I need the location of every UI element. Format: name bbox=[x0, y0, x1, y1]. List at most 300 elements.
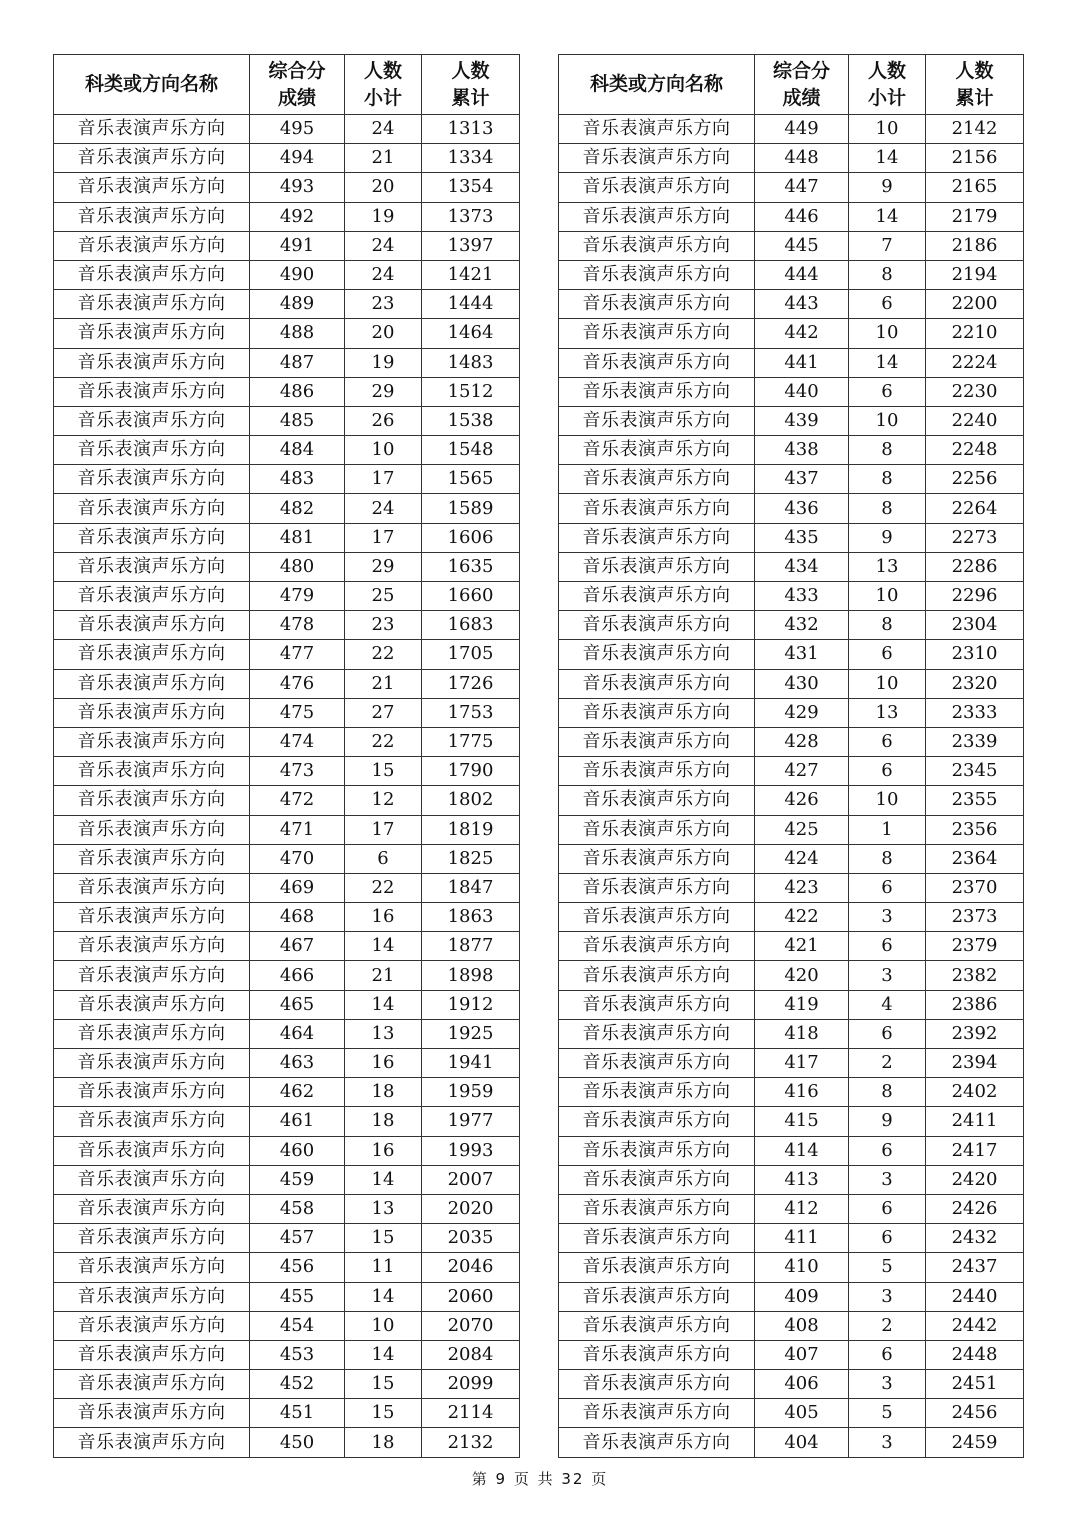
cell-cumulative: 1354 bbox=[422, 173, 520, 202]
score-table-left bbox=[53, 54, 520, 1458]
cell-count: 12 bbox=[345, 786, 422, 815]
cell-score: 481 bbox=[250, 523, 345, 552]
cell-name: 音乐表演声乐方向 bbox=[559, 873, 755, 902]
table-row bbox=[54, 319, 520, 348]
cell-score: 447 bbox=[755, 173, 849, 202]
cell-cumulative: 2333 bbox=[926, 698, 1024, 727]
table-row bbox=[559, 669, 1024, 698]
cell-cumulative: 1589 bbox=[422, 494, 520, 523]
cell-score: 425 bbox=[755, 815, 849, 844]
table-row bbox=[559, 815, 1024, 844]
table-row bbox=[54, 348, 520, 377]
cell-score: 441 bbox=[755, 348, 849, 377]
cell-score: 413 bbox=[755, 1165, 849, 1194]
cell-count: 20 bbox=[345, 319, 422, 348]
cell-cumulative: 2084 bbox=[422, 1340, 520, 1369]
cell-count: 13 bbox=[849, 698, 926, 727]
header-cum-line1: 人数 bbox=[955, 59, 994, 82]
table-row bbox=[559, 523, 1024, 552]
cell-cumulative: 2304 bbox=[926, 611, 1024, 640]
cell-count: 14 bbox=[345, 990, 422, 1019]
cell-cumulative: 2370 bbox=[926, 873, 1024, 902]
cell-name: 音乐表演声乐方向 bbox=[559, 1049, 755, 1078]
table-row bbox=[559, 611, 1024, 640]
table-row bbox=[54, 903, 520, 932]
cell-score: 440 bbox=[755, 377, 849, 406]
cell-name: 音乐表演声乐方向 bbox=[559, 465, 755, 494]
table-row bbox=[54, 290, 520, 319]
cell-name: 音乐表演声乐方向 bbox=[54, 523, 250, 552]
cell-count: 24 bbox=[345, 231, 422, 260]
cell-cumulative: 1941 bbox=[422, 1049, 520, 1078]
table-row bbox=[54, 1253, 520, 1282]
header-count-line2: 小计 bbox=[867, 86, 906, 109]
cell-score: 449 bbox=[755, 115, 849, 144]
cell-name: 音乐表演声乐方向 bbox=[559, 1428, 755, 1457]
header-cum-line2: 累计 bbox=[451, 86, 490, 109]
header-count-line1: 人数 bbox=[363, 59, 402, 82]
cell-count: 10 bbox=[849, 319, 926, 348]
cell-score: 461 bbox=[250, 1107, 345, 1136]
cell-name: 音乐表演声乐方向 bbox=[54, 961, 250, 990]
cell-score: 479 bbox=[250, 582, 345, 611]
cell-count: 14 bbox=[849, 348, 926, 377]
cell-name: 音乐表演声乐方向 bbox=[559, 990, 755, 1019]
cell-count: 10 bbox=[849, 582, 926, 611]
cell-score: 417 bbox=[755, 1049, 849, 1078]
table-row bbox=[559, 348, 1024, 377]
cell-count: 19 bbox=[345, 348, 422, 377]
cell-name: 音乐表演声乐方向 bbox=[559, 144, 755, 173]
cell-score: 444 bbox=[755, 260, 849, 289]
cell-score: 462 bbox=[250, 1078, 345, 1107]
table-row bbox=[559, 260, 1024, 289]
cell-score: 438 bbox=[755, 436, 849, 465]
cell-count: 10 bbox=[849, 406, 926, 435]
table-row bbox=[54, 1282, 520, 1311]
cell-cumulative: 2373 bbox=[926, 903, 1024, 932]
header-score-line2: 成绩 bbox=[277, 86, 316, 109]
cell-name: 音乐表演声乐方向 bbox=[559, 844, 755, 873]
cell-score: 455 bbox=[250, 1282, 345, 1311]
cell-cumulative: 1421 bbox=[422, 260, 520, 289]
table-row bbox=[559, 494, 1024, 523]
cell-score: 418 bbox=[755, 1019, 849, 1048]
cell-cumulative: 1802 bbox=[422, 786, 520, 815]
cell-count: 22 bbox=[345, 873, 422, 902]
cell-cumulative: 1464 bbox=[422, 319, 520, 348]
cell-count: 27 bbox=[345, 698, 422, 727]
cell-score: 495 bbox=[250, 115, 345, 144]
cell-cumulative: 2224 bbox=[926, 348, 1024, 377]
cell-cumulative: 1635 bbox=[422, 552, 520, 581]
cell-cumulative: 1753 bbox=[422, 698, 520, 727]
cell-count: 21 bbox=[345, 669, 422, 698]
cell-name: 音乐表演声乐方向 bbox=[54, 669, 250, 698]
cell-cumulative: 2200 bbox=[926, 290, 1024, 319]
cell-score: 451 bbox=[250, 1399, 345, 1428]
cell-name: 音乐表演声乐方向 bbox=[559, 1340, 755, 1369]
cell-name: 音乐表演声乐方向 bbox=[559, 1019, 755, 1048]
cell-name: 音乐表演声乐方向 bbox=[54, 260, 250, 289]
cell-score: 492 bbox=[250, 202, 345, 231]
cell-cumulative: 2442 bbox=[926, 1311, 1024, 1340]
cell-count: 3 bbox=[849, 903, 926, 932]
cell-name: 音乐表演声乐方向 bbox=[54, 1428, 250, 1457]
cell-name: 音乐表演声乐方向 bbox=[54, 844, 250, 873]
score-table-left-body bbox=[54, 115, 520, 1458]
cell-score: 464 bbox=[250, 1019, 345, 1048]
cell-cumulative: 2394 bbox=[926, 1049, 1024, 1078]
cell-name: 音乐表演声乐方向 bbox=[559, 494, 755, 523]
table-row bbox=[559, 1165, 1024, 1194]
cell-count: 17 bbox=[345, 815, 422, 844]
cell-cumulative: 2426 bbox=[926, 1194, 1024, 1223]
cell-count: 6 bbox=[849, 640, 926, 669]
cell-score: 486 bbox=[250, 377, 345, 406]
table-row bbox=[54, 990, 520, 1019]
cell-cumulative: 2114 bbox=[422, 1399, 520, 1428]
cell-cumulative: 2142 bbox=[926, 115, 1024, 144]
cell-cumulative: 2046 bbox=[422, 1253, 520, 1282]
cell-name: 音乐表演声乐方向 bbox=[559, 1224, 755, 1253]
cell-score: 416 bbox=[755, 1078, 849, 1107]
cell-cumulative: 2459 bbox=[926, 1428, 1024, 1457]
cell-score: 494 bbox=[250, 144, 345, 173]
cell-cumulative: 1313 bbox=[422, 115, 520, 144]
cell-name: 音乐表演声乐方向 bbox=[559, 903, 755, 932]
cell-cumulative: 2156 bbox=[926, 144, 1024, 173]
table-row bbox=[54, 1340, 520, 1369]
cell-count: 6 bbox=[849, 932, 926, 961]
cell-cumulative: 2070 bbox=[422, 1311, 520, 1340]
cell-cumulative: 2165 bbox=[926, 173, 1024, 202]
header-name-text: 科类或方向名称 bbox=[589, 73, 723, 95]
table-row bbox=[559, 115, 1024, 144]
cell-name: 音乐表演声乐方向 bbox=[54, 1136, 250, 1165]
cell-cumulative: 1775 bbox=[422, 727, 520, 756]
cell-cumulative: 1912 bbox=[422, 990, 520, 1019]
cell-count: 11 bbox=[345, 1253, 422, 1282]
cell-count: 2 bbox=[849, 1311, 926, 1340]
cell-count: 14 bbox=[849, 202, 926, 231]
cell-name: 音乐表演声乐方向 bbox=[559, 290, 755, 319]
cell-count: 7 bbox=[849, 231, 926, 260]
cell-count: 3 bbox=[849, 961, 926, 990]
cell-cumulative: 2392 bbox=[926, 1019, 1024, 1048]
cell-count: 6 bbox=[849, 377, 926, 406]
cell-name: 音乐表演声乐方向 bbox=[559, 260, 755, 289]
cell-score: 409 bbox=[755, 1282, 849, 1311]
cell-cumulative: 2451 bbox=[926, 1370, 1024, 1399]
cell-score: 478 bbox=[250, 611, 345, 640]
cell-score: 435 bbox=[755, 523, 849, 552]
table-row bbox=[559, 1370, 1024, 1399]
cell-score: 429 bbox=[755, 698, 849, 727]
cell-name: 音乐表演声乐方向 bbox=[559, 1370, 755, 1399]
table-row bbox=[54, 1194, 520, 1223]
cell-cumulative: 2007 bbox=[422, 1165, 520, 1194]
cell-cumulative: 2339 bbox=[926, 727, 1024, 756]
cell-score: 459 bbox=[250, 1165, 345, 1194]
cell-count: 13 bbox=[345, 1194, 422, 1223]
cell-score: 415 bbox=[755, 1107, 849, 1136]
cell-name: 音乐表演声乐方向 bbox=[559, 961, 755, 990]
cell-score: 469 bbox=[250, 873, 345, 902]
table-row bbox=[559, 1224, 1024, 1253]
cell-score: 465 bbox=[250, 990, 345, 1019]
cell-cumulative: 1548 bbox=[422, 436, 520, 465]
cell-cumulative: 2417 bbox=[926, 1136, 1024, 1165]
cell-cumulative: 1847 bbox=[422, 873, 520, 902]
table-row bbox=[54, 669, 520, 698]
cell-name: 音乐表演声乐方向 bbox=[54, 436, 250, 465]
table-row bbox=[54, 231, 520, 260]
table-row bbox=[559, 173, 1024, 202]
cell-count: 6 bbox=[849, 757, 926, 786]
cell-name: 音乐表演声乐方向 bbox=[54, 202, 250, 231]
cell-count: 6 bbox=[849, 727, 926, 756]
cell-count: 15 bbox=[345, 1399, 422, 1428]
header-score bbox=[755, 55, 849, 115]
table-row bbox=[54, 1428, 520, 1457]
cell-count: 6 bbox=[849, 873, 926, 902]
header-cum-line2: 累计 bbox=[955, 86, 994, 109]
table-row bbox=[559, 727, 1024, 756]
cell-name: 音乐表演声乐方向 bbox=[54, 377, 250, 406]
table-row bbox=[54, 1399, 520, 1428]
cell-count: 6 bbox=[849, 1340, 926, 1369]
cell-score: 430 bbox=[755, 669, 849, 698]
table-row bbox=[54, 1107, 520, 1136]
table-row bbox=[54, 494, 520, 523]
cell-count: 23 bbox=[345, 611, 422, 640]
table-row bbox=[559, 377, 1024, 406]
table-row bbox=[559, 436, 1024, 465]
cell-count: 22 bbox=[345, 727, 422, 756]
cell-cumulative: 2310 bbox=[926, 640, 1024, 669]
cell-cumulative: 1726 bbox=[422, 669, 520, 698]
cell-score: 482 bbox=[250, 494, 345, 523]
table-row bbox=[54, 465, 520, 494]
header-score-line2: 成绩 bbox=[782, 86, 821, 109]
table-row bbox=[54, 611, 520, 640]
table-row bbox=[54, 786, 520, 815]
cell-name: 音乐表演声乐方向 bbox=[559, 1165, 755, 1194]
cell-name: 音乐表演声乐方向 bbox=[54, 990, 250, 1019]
cell-name: 音乐表演声乐方向 bbox=[54, 727, 250, 756]
cell-name: 音乐表演声乐方向 bbox=[559, 202, 755, 231]
cell-score: 470 bbox=[250, 844, 345, 873]
cell-score: 411 bbox=[755, 1224, 849, 1253]
cell-cumulative: 2432 bbox=[926, 1224, 1024, 1253]
cell-score: 428 bbox=[755, 727, 849, 756]
cell-count: 8 bbox=[849, 465, 926, 494]
cell-score: 487 bbox=[250, 348, 345, 377]
cell-count: 14 bbox=[345, 1282, 422, 1311]
cell-score: 491 bbox=[250, 231, 345, 260]
cell-score: 434 bbox=[755, 552, 849, 581]
table-row bbox=[559, 786, 1024, 815]
table-row bbox=[54, 260, 520, 289]
cell-name: 音乐表演声乐方向 bbox=[54, 465, 250, 494]
cell-cumulative: 1898 bbox=[422, 961, 520, 990]
cell-cumulative: 2345 bbox=[926, 757, 1024, 786]
cell-score: 439 bbox=[755, 406, 849, 435]
cell-cumulative: 2035 bbox=[422, 1224, 520, 1253]
cell-name: 音乐表演声乐方向 bbox=[559, 1136, 755, 1165]
cell-score: 466 bbox=[250, 961, 345, 990]
cell-score: 475 bbox=[250, 698, 345, 727]
header-count-line2: 小计 bbox=[363, 86, 402, 109]
cell-cumulative: 2379 bbox=[926, 932, 1024, 961]
table-row bbox=[559, 990, 1024, 1019]
cell-score: 489 bbox=[250, 290, 345, 319]
cell-count: 10 bbox=[849, 786, 926, 815]
cell-cumulative: 1790 bbox=[422, 757, 520, 786]
table-row bbox=[559, 757, 1024, 786]
cell-name: 音乐表演声乐方向 bbox=[559, 1078, 755, 1107]
table-row bbox=[559, 961, 1024, 990]
table-row bbox=[559, 231, 1024, 260]
table-row bbox=[559, 1282, 1024, 1311]
cell-score: 437 bbox=[755, 465, 849, 494]
cell-score: 456 bbox=[250, 1253, 345, 1282]
table-row bbox=[54, 698, 520, 727]
cell-count: 5 bbox=[849, 1399, 926, 1428]
header-name bbox=[559, 55, 755, 115]
cell-count: 29 bbox=[345, 377, 422, 406]
cell-cumulative: 1512 bbox=[422, 377, 520, 406]
cell-name: 音乐表演声乐方向 bbox=[54, 1370, 250, 1399]
cell-cumulative: 1993 bbox=[422, 1136, 520, 1165]
cell-score: 445 bbox=[755, 231, 849, 260]
cell-count: 3 bbox=[849, 1282, 926, 1311]
cell-score: 457 bbox=[250, 1224, 345, 1253]
cell-cumulative: 1373 bbox=[422, 202, 520, 231]
cell-name: 音乐表演声乐方向 bbox=[54, 611, 250, 640]
cell-count: 16 bbox=[345, 1049, 422, 1078]
table-row bbox=[559, 406, 1024, 435]
cell-count: 17 bbox=[345, 465, 422, 494]
cell-cumulative: 1538 bbox=[422, 406, 520, 435]
cell-count: 22 bbox=[345, 640, 422, 669]
cell-score: 442 bbox=[755, 319, 849, 348]
cell-count: 16 bbox=[345, 903, 422, 932]
cell-count: 24 bbox=[345, 494, 422, 523]
cell-name: 音乐表演声乐方向 bbox=[559, 552, 755, 581]
table-row bbox=[559, 582, 1024, 611]
cell-count: 15 bbox=[345, 1370, 422, 1399]
cell-name: 音乐表演声乐方向 bbox=[54, 1078, 250, 1107]
cell-score: 477 bbox=[250, 640, 345, 669]
cell-count: 18 bbox=[345, 1428, 422, 1457]
cell-count: 14 bbox=[849, 144, 926, 173]
cell-name: 音乐表演声乐方向 bbox=[559, 932, 755, 961]
cell-name: 音乐表演声乐方向 bbox=[54, 173, 250, 202]
cell-count: 21 bbox=[345, 961, 422, 990]
cell-count: 10 bbox=[345, 1311, 422, 1340]
cell-count: 10 bbox=[345, 436, 422, 465]
cell-score: 412 bbox=[755, 1194, 849, 1223]
cell-name: 音乐表演声乐方向 bbox=[54, 1107, 250, 1136]
cell-cumulative: 2264 bbox=[926, 494, 1024, 523]
table-row bbox=[54, 436, 520, 465]
table-row bbox=[54, 932, 520, 961]
cell-score: 436 bbox=[755, 494, 849, 523]
cell-name: 音乐表演声乐方向 bbox=[559, 1399, 755, 1428]
cell-cumulative: 2099 bbox=[422, 1370, 520, 1399]
cell-count: 20 bbox=[345, 173, 422, 202]
cell-name: 音乐表演声乐方向 bbox=[54, 1049, 250, 1078]
cell-name: 音乐表演声乐方向 bbox=[54, 757, 250, 786]
cell-cumulative: 1705 bbox=[422, 640, 520, 669]
cell-name: 音乐表演声乐方向 bbox=[559, 231, 755, 260]
cell-cumulative: 1444 bbox=[422, 290, 520, 319]
cell-count: 8 bbox=[849, 611, 926, 640]
cell-name: 音乐表演声乐方向 bbox=[559, 1194, 755, 1223]
cell-name: 音乐表演声乐方向 bbox=[54, 903, 250, 932]
cell-count: 3 bbox=[849, 1165, 926, 1194]
table-row bbox=[54, 1370, 520, 1399]
header-score-line1: 综合分 bbox=[268, 59, 326, 82]
cell-score: 485 bbox=[250, 406, 345, 435]
cell-name: 音乐表演声乐方向 bbox=[559, 698, 755, 727]
cell-name: 音乐表演声乐方向 bbox=[54, 231, 250, 260]
cell-name: 音乐表演声乐方向 bbox=[559, 115, 755, 144]
cell-name: 音乐表演声乐方向 bbox=[54, 698, 250, 727]
cell-score: 468 bbox=[250, 903, 345, 932]
table-row bbox=[54, 202, 520, 231]
cell-cumulative: 2210 bbox=[926, 319, 1024, 348]
cell-cumulative: 2194 bbox=[926, 260, 1024, 289]
cell-name: 音乐表演声乐方向 bbox=[54, 406, 250, 435]
cell-score: 407 bbox=[755, 1340, 849, 1369]
cell-count: 6 bbox=[849, 1019, 926, 1048]
cell-name: 音乐表演声乐方向 bbox=[54, 348, 250, 377]
cell-name: 音乐表演声乐方向 bbox=[559, 173, 755, 202]
cell-cumulative: 2440 bbox=[926, 1282, 1024, 1311]
cell-name: 音乐表演声乐方向 bbox=[54, 1224, 250, 1253]
page-footer: 第 9 页 共 32 页 bbox=[471, 1470, 609, 1488]
table-row bbox=[54, 1224, 520, 1253]
cell-score: 471 bbox=[250, 815, 345, 844]
cell-cumulative: 2448 bbox=[926, 1340, 1024, 1369]
cell-count: 1 bbox=[849, 815, 926, 844]
cell-cumulative: 1959 bbox=[422, 1078, 520, 1107]
cell-count: 23 bbox=[345, 290, 422, 319]
cell-score: 423 bbox=[755, 873, 849, 902]
cell-score: 420 bbox=[755, 961, 849, 990]
table-row bbox=[559, 1019, 1024, 1048]
table-row bbox=[54, 173, 520, 202]
cell-cumulative: 2296 bbox=[926, 582, 1024, 611]
cell-count: 24 bbox=[345, 260, 422, 289]
cell-score: 453 bbox=[250, 1340, 345, 1369]
cell-score: 463 bbox=[250, 1049, 345, 1078]
cell-score: 422 bbox=[755, 903, 849, 932]
table-row bbox=[559, 1049, 1024, 1078]
cell-name: 音乐表演声乐方向 bbox=[559, 669, 755, 698]
table-row bbox=[54, 844, 520, 873]
cell-name: 音乐表演声乐方向 bbox=[54, 290, 250, 319]
cell-score: 490 bbox=[250, 260, 345, 289]
cell-cumulative: 2355 bbox=[926, 786, 1024, 815]
cell-cumulative: 1606 bbox=[422, 523, 520, 552]
table-row bbox=[559, 552, 1024, 581]
table-row bbox=[559, 873, 1024, 902]
table-row bbox=[54, 1165, 520, 1194]
